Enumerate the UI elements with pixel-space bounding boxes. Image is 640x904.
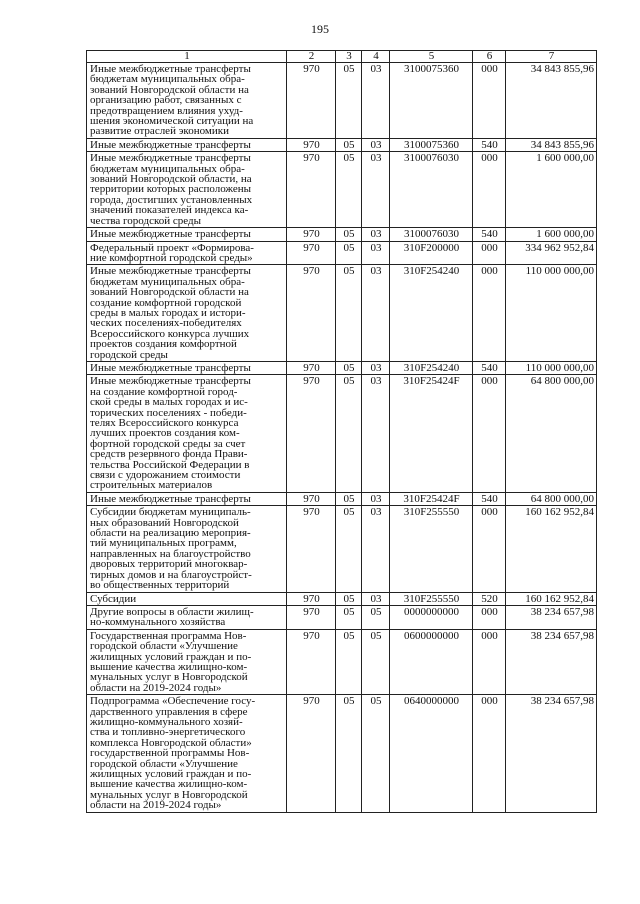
row-target-cell: 310F255550 [390,592,473,605]
row-subsection-cell: 03 [362,152,390,228]
row-subsection-cell: 03 [362,138,390,151]
row-type-cell: 000 [473,695,506,812]
row-type-cell: 000 [473,375,506,492]
row-code-cell: 970 [287,375,336,492]
column-header: 7 [506,51,597,63]
row-name-cell: Иные межбюджетные трансферты [87,138,287,151]
row-type-cell: 540 [473,492,506,505]
row-target-cell: 310F25424F [390,492,473,505]
row-amount-cell: 1 600 000,00 [506,228,597,241]
column-header: 3 [336,51,362,63]
row-code-cell: 970 [287,361,336,374]
row-section-cell: 05 [336,375,362,492]
row-code-cell: 970 [287,241,336,265]
row-section-cell: 05 [336,228,362,241]
row-amount-cell: 110 000 000,00 [506,361,597,374]
row-name-cell: Иные межбюджетные трансферты бюджетам муниципальных обра- зований Новгородской области на организацию работ, связанных с предотвращением влияния ухуд- шения экономической ситуации на развитие отраслей экономики [87,63,287,139]
row-amount-cell: 34 843 855,96 [506,63,597,139]
row-section-cell: 05 [336,265,362,362]
row-subsection-cell: 05 [362,605,390,629]
row-section-cell: 05 [336,138,362,151]
row-subsection-cell: 03 [362,375,390,492]
row-name-cell: Иные межбюджетные трансферты [87,361,287,374]
row-subsection-cell: 03 [362,241,390,265]
row-subsection-cell: 05 [362,695,390,812]
table-row [87,375,597,492]
row-code-cell: 970 [287,138,336,151]
row-section-cell: 05 [336,63,362,139]
row-code-cell: 970 [287,695,336,812]
table-row [87,361,597,374]
column-header: 1 [87,51,287,63]
row-type-cell: 520 [473,592,506,605]
row-name-cell: Федеральный проект «Формирова- ние комфортной городской среды» [87,241,287,265]
row-code-cell: 970 [287,506,336,592]
row-target-cell: 310F254240 [390,361,473,374]
row-type-cell: 000 [473,152,506,228]
row-section-cell: 05 [336,492,362,505]
row-target-cell: 310F255550 [390,506,473,592]
table-row [87,152,597,228]
row-target-cell: 310F200000 [390,241,473,265]
row-subsection-cell: 03 [362,492,390,505]
column-header: 4 [362,51,390,63]
column-header: 5 [390,51,473,63]
row-amount-cell: 38 234 657,98 [506,605,597,629]
row-subsection-cell: 03 [362,265,390,362]
row-code-cell: 970 [287,629,336,694]
row-name-cell: Субсидии бюджетам муниципаль- ных образований Новгородской области на реализацию мероприя- тий муниципальных программ, направленных на благоустройство дворовых территорий многоквар- тирных домов и на благоустройст- во общественных территорий [87,506,287,592]
row-name-cell: Иные межбюджетные трансферты бюджетам муниципальных обра- зований Новгородской области на создание комфортной городской среды в малых городах и истори- ческих поселениях-победителях Всероссийского конкурса лучших проектов создания комфортной городской среды [87,265,287,362]
row-amount-cell: 160 162 952,84 [506,506,597,592]
table-row [87,241,597,265]
row-section-cell: 05 [336,695,362,812]
row-type-cell: 000 [473,506,506,592]
row-name-cell: Иные межбюджетные трансферты [87,228,287,241]
row-code-cell: 970 [287,492,336,505]
row-type-cell: 000 [473,63,506,139]
row-type-cell: 540 [473,138,506,151]
row-type-cell: 540 [473,361,506,374]
row-name-cell: Иные межбюджетные трансферты на создание комфортной город- ской среды в малых городах и ис- торических поселениях - победи- телях Всероссийского конкурса лучших проектов создания ком- фортной городской среды за счет средств резервного фонда Прави- тельства Российской Федерации в связи с удорожанием стоимости строительных материалов [87,375,287,492]
row-amount-cell: 64 800 000,00 [506,375,597,492]
row-type-cell: 000 [473,241,506,265]
row-section-cell: 05 [336,506,362,592]
row-code-cell: 970 [287,152,336,228]
row-amount-cell: 160 162 952,84 [506,592,597,605]
row-target-cell: 310F25424F [390,375,473,492]
row-name-cell: Государственная программа Нов- городской области «Улучшение жилищных условий граждан и по- вышение качества жилищно-ком- мунальных услуг в Новгородской области на 2019-2024 годы» [87,629,287,694]
row-name-cell: Подпрограмма «Обеспечение госу- дарственного управления в сфере жилищно-коммунального хозяй- ства и топливно-энергетического комплекса Новгородской области» государственной программы Нов- городской области «Улучшение жилищных условий граждан и по- вышение качества жилищно-ком- мунальных услуг в Новгородской области на 2019-2024 годы» [87,695,287,812]
row-amount-cell: 334 962 952,84 [506,241,597,265]
row-target-cell: 3100075360 [390,138,473,151]
table-header-row [87,51,597,63]
page-number: 195 [311,22,329,36]
row-section-cell: 05 [336,592,362,605]
table-row [87,629,597,694]
row-section-cell: 05 [336,152,362,228]
row-type-cell: 000 [473,605,506,629]
row-code-cell: 970 [287,228,336,241]
row-name-cell: Иные межбюджетные трансферты [87,492,287,505]
table-row [87,592,597,605]
row-subsection-cell: 03 [362,228,390,241]
row-amount-cell: 38 234 657,98 [506,695,597,812]
row-amount-cell: 64 800 000,00 [506,492,597,505]
row-subsection-cell: 05 [362,629,390,694]
row-code-cell: 970 [287,63,336,139]
row-name-cell: Другие вопросы в области жилищ- но-коммунального хозяйства [87,605,287,629]
row-type-cell: 000 [473,629,506,694]
row-subsection-cell: 03 [362,63,390,139]
row-amount-cell: 38 234 657,98 [506,629,597,694]
row-code-cell: 970 [287,592,336,605]
row-target-cell: 0600000000 [390,629,473,694]
row-amount-cell: 1 600 000,00 [506,152,597,228]
row-section-cell: 05 [336,629,362,694]
row-section-cell: 05 [336,241,362,265]
table-row [87,265,597,362]
row-amount-cell: 34 843 855,96 [506,138,597,151]
row-amount-cell: 110 000 000,00 [506,265,597,362]
row-name-cell: Иные межбюджетные трансферты бюджетам муниципальных обра- зований Новгородской области, на территории которых расположены города, достигших установленных значений показателей индекса ка- чества городской среды [87,152,287,228]
table-row [87,63,597,139]
table-row [87,492,597,505]
table-row [87,506,597,592]
column-header: 6 [473,51,506,63]
row-target-cell: 3100076030 [390,228,473,241]
row-subsection-cell: 03 [362,506,390,592]
row-target-cell: 0000000000 [390,605,473,629]
row-section-cell: 05 [336,361,362,374]
table-row [87,138,597,151]
row-type-cell: 540 [473,228,506,241]
budget-table [86,50,597,813]
row-code-cell: 970 [287,605,336,629]
table-row [87,605,597,629]
row-target-cell: 3100076030 [390,152,473,228]
row-name-cell: Субсидии [87,592,287,605]
table-row [87,695,597,812]
column-header: 2 [287,51,336,63]
row-type-cell: 000 [473,265,506,362]
row-target-cell: 3100075360 [390,63,473,139]
row-code-cell: 970 [287,265,336,362]
row-target-cell: 0640000000 [390,695,473,812]
row-target-cell: 310F254240 [390,265,473,362]
row-section-cell: 05 [336,605,362,629]
table-row [87,228,597,241]
row-subsection-cell: 03 [362,361,390,374]
row-subsection-cell: 03 [362,592,390,605]
